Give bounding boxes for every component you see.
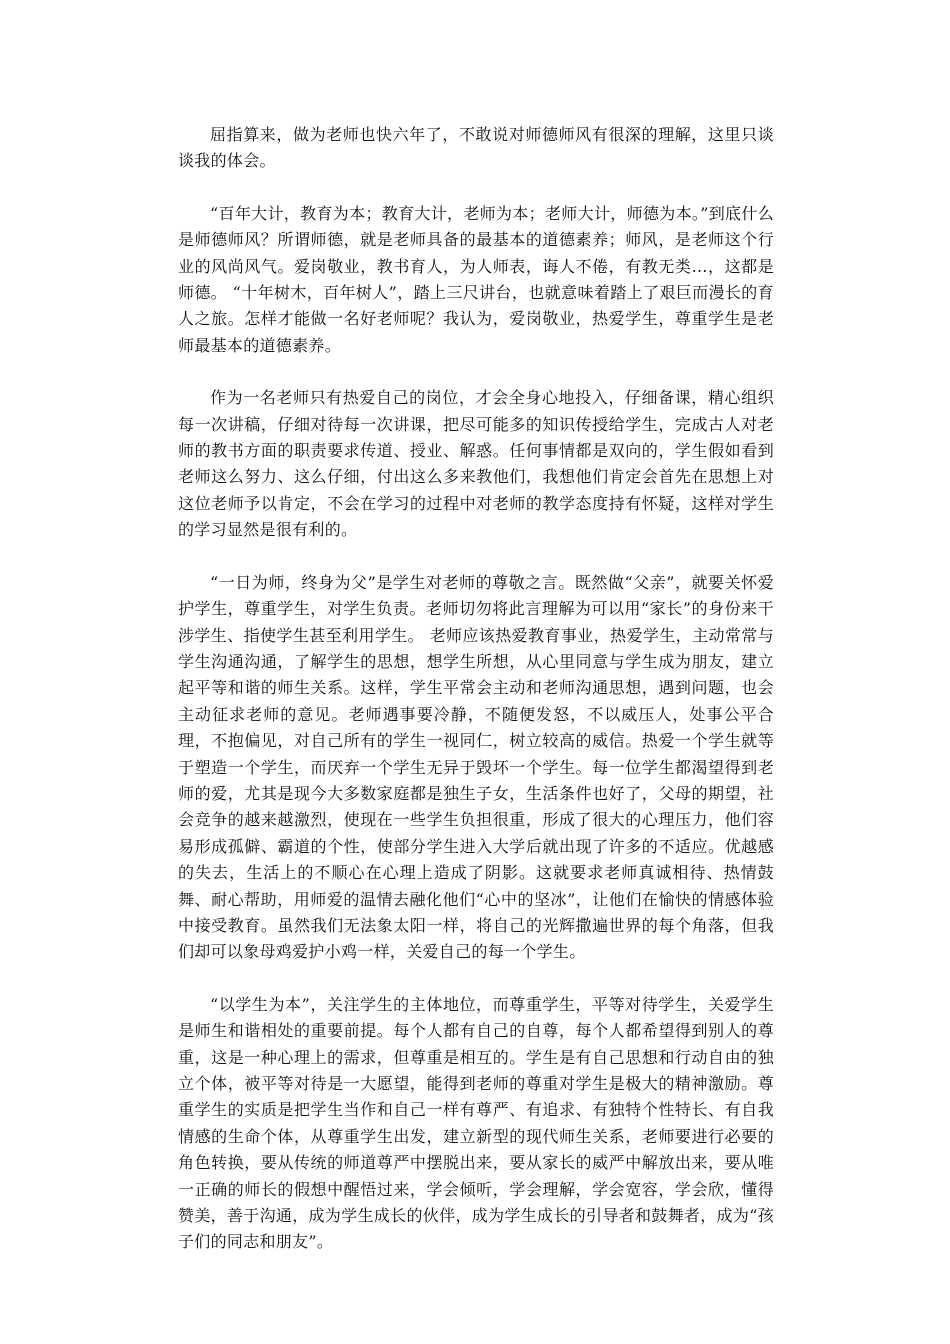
document-body — [178, 122, 774, 1256]
paragraph-5: “以学生为本”，关注学生的主体地位，而尊重学生，平等对待学生，关爱学生是师生和谐相处的重要前提。每个人都有自己的自尊，每个人都希望得到别人的尊重，这是一种心理上的需求，但尊重是相互的。学生是有自己思想和行动自由的独立个体，被平等对待是一大愿望，能得到老师的尊重对学生是极大的精神激励。尊重学生的实质是把学生当作和自己一样有尊严、有追求、有独特个性特长、有自我情感的生命个体，从尊重学生出发，建立新型的现代师生关系，老师要进行必要的角色转换，要从传统的师道尊严中摆脱出来，要从家长的威严中解放出来，要从唯一正确的师长的假想中醒悟过来，学会倾听，学会理解，学会宽容，学会欣，懂得赞美，善于沟通，成为学生成长的伙伴，成为学生成长的引导者和鼓舞者，成为“孩子们的同志和朋友”。 — [178, 994, 774, 1252]
paragraph-3: 作为一名老师只有热爱自己的岗位，才会全身心地投入，仔细备课，精心组织每一次讲稿，仔细对待每一次讲课，把尽可能多的知识传授给学生，完成古人对老师的教书方面的职责要求传道、授业、解惑。任何事情都是双向的，学生假如看到老师这么努力、这么仔细，付出这么多来教他们，我想他们肯定会首先在思想上对这位老师予以肯定，不会在学习的过程中对老师的教学态度持有怀疑，这样对学生的学习显然是很有利的。 — [178, 388, 774, 540]
paragraph-2: “百年大计，教育为本；教育大计，老师为本；老师大计，师德为本。”到底什么是师德师风？所谓师德，就是老师具备的最基本的道德素养；师风，是老师这个行业的风尚风气。爱岗敬业，教书育人，为人师表，诲人不倦，有教无类…，这都是师德。 “十年树木，百年树人”，踏上三尺讲台，也就意味着踏上了艰巨而漫长的育人之旅。怎样才能做一名好老师呢？我认为，爱岗敬业，热爱学生，尊重学生是老师最基本的道德素养。 — [178, 203, 774, 355]
paragraph-1: 屈指算来，做为老师也快六年了，不敢说对师德师风有很深的理解，这里只谈谈我的体会。 — [178, 125, 774, 171]
paragraph-4: “一日为师，终身为父”是学生对老师的尊敬之言。既然做“父亲”，就要关怀爱护学生，尊重学生，对学生负责。老师切勿将此言理解为可以用“家长”的身份来干涉学生、指使学生甚至利用学生。 老师应该热爱教育事业，热爱学生，主动常常与学生沟通沟通，了解学生的思想，想学生所想，从心里同意与学生成为朋友，建立起平等和谐的师生关系。这样，学生平常会主动和老师沟通思想，遇到问题，也会主动征求老师的意见。老师遇事要冷静，不随便发怒，不以威压人，处事公平合理，不抱偏见，对自己所有的学生一视同仁，树立较高的威信。热爱一个学生就等于塑造一个学生，而厌弃一个学生无异于毁坏一个学生。每一位学生都渴望得到老师的爱，尤其是现今大多数家庭都是独生子女，生活条件也好了，父母的期望，社会竞争的越来越激烈，使现在一些学生负担很重，形成了很大的心理压力，他们容易形成孤僻、霸道的个性，使部分学生进入大学后就出现了许多的不适应。优越感的失去，生活上的不顺心在心理上造成了阴影。这就要求老师真诚相待、热情鼓舞、耐心帮助，用师爱的温情去融化他们“心中的坚冰”，让他们在愉快的情感体验中接受教育。虽然我们无法象太阳一样，将自己的光辉撒遍世界的每个角落，但我们却可以象母鸡爱护小鸡一样，关爱自己的每一个学生。 — [178, 572, 774, 962]
